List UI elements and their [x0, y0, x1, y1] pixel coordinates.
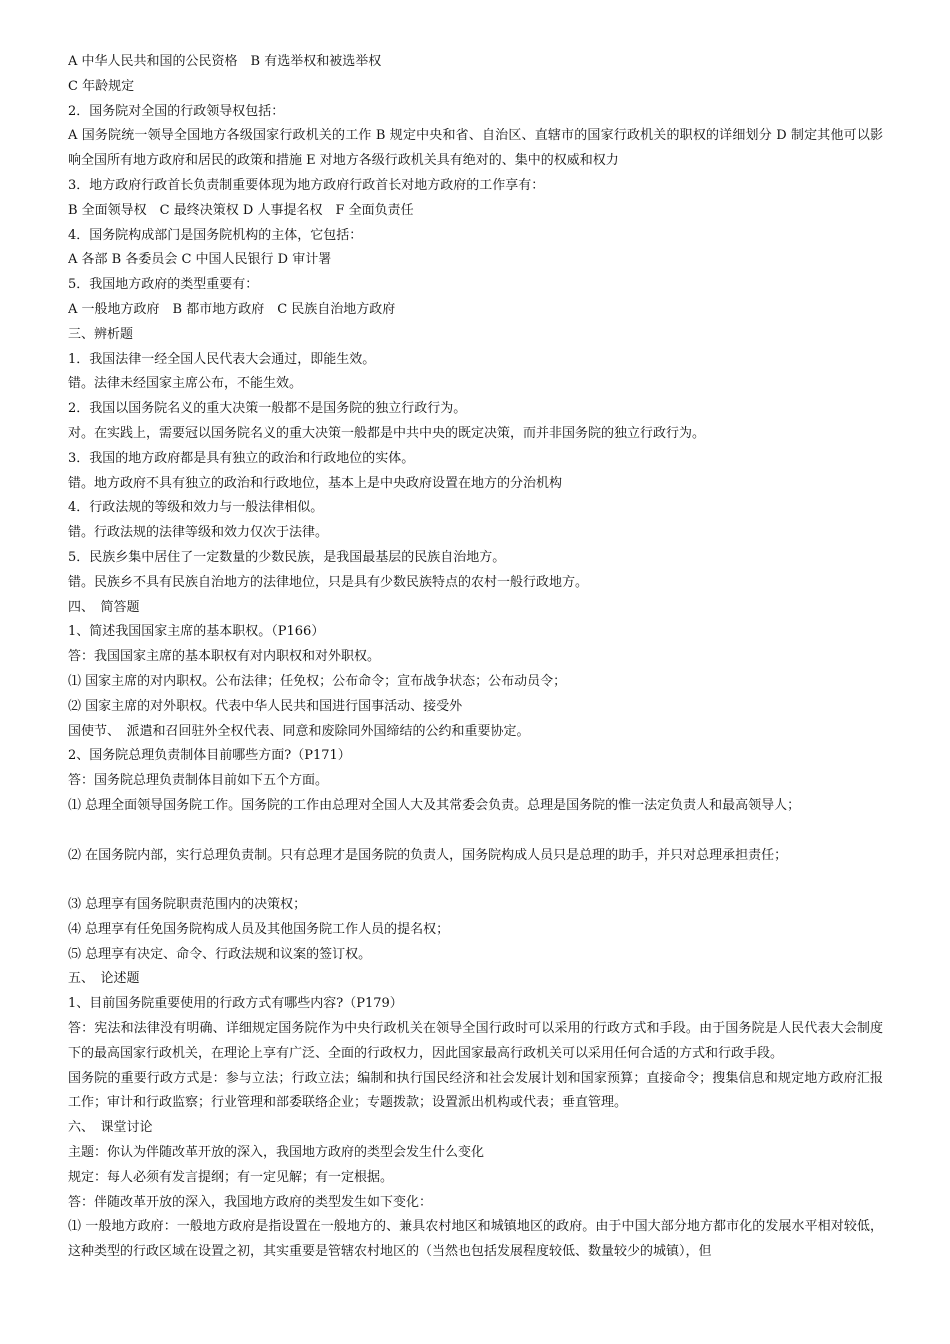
section-heading: 四、 简答题 — [68, 599, 140, 615]
question-line: 2、国务院总理负责制体目前哪些方面?（P171） — [68, 748, 351, 764]
text-line: 主题：你认为伴随改革开放的深入，我国地方政府的类型会发生什么变化 — [68, 1145, 485, 1161]
answer-line: 答：我国国家主席的基本职权有对内职权和对外职权。 — [68, 649, 381, 665]
text-paragraph: 国务院的重要行政方式是：参与立法；行政立法；编制和执行国民经济和社会发展计划和国家预算；直接命令；搜集信息和规定地方政府汇报工作；审计和行政监察；行业管理和部委联络企业；专题拨款；设置派出机构或代表；垂直管理。 — [68, 1070, 883, 1111]
answer-line: 错。法律未经国家主席公布，不能生效。 — [68, 376, 303, 392]
answer-line: 对。在实践上，需要冠以国务院名义的重大决策一般都是中共中央的既定决策，而并非国务院的独立行政行为。 — [68, 425, 706, 441]
text-line: A 一般地方政府 B 都市地方政府 C 民族自治地方政府 — [68, 301, 396, 317]
text-line: 规定：每人必须有发言提纲；有一定见解；有一定根据。 — [68, 1169, 394, 1185]
document-page — [68, 50, 883, 1265]
text-paragraph: ⑴ 一般地方政府：一般地方政府是指设置在一般地方的、兼具农村地区和城镇地区的政府。由于中国大部分地方都市化的发展水平相对较低，这种类型的行政区域在设置之初，其实重要是管辖农村地区的（当然也包括发展程度较低、数量较少的城镇），但 — [68, 1219, 883, 1260]
answer-line: 答：国务院总理负责制体目前如下五个方面。 — [68, 773, 329, 789]
text-line: 4．国务院构成部门是国务院机构的主体，它包括： — [68, 227, 363, 243]
text-line: A 中华人民共和国的公民资格 B 有选举权和被选举权 — [68, 54, 382, 69]
text-line: ⑴ 国家主席的对内职权。公布法律；任免权；公布命令；宣布战争状态；公布动员令； — [68, 673, 567, 689]
text-line: C 年龄规定 — [68, 78, 135, 94]
text-line: A 各部 B 各委员会 C 中国人民银行 D 审计署 — [68, 252, 332, 268]
question-line: 1、简述我国国家主席的基本职权。（P166） — [68, 624, 325, 640]
text-line: ⑵ 在国务院内部，实行总理负责制。只有总理才是国务院的负责人，国务院构成人员只是总理的助手，并只对总理承担责任； — [68, 847, 788, 863]
answer-line: 错。行政法规的法律等级和效力仅次于法律。 — [68, 525, 329, 541]
text-line: 2．国务院对全国的行政领导权包括： — [68, 103, 285, 119]
question-line: 1、目前国务院重要使用的行政方式有哪些内容?（P179） — [68, 996, 403, 1012]
question-line: 3．我国的地方政府都是具有独立的政治和行政地位的实体。 — [68, 450, 415, 466]
text-line: ⑸ 总理享有决定、命令、行政法规和议案的签订权。 — [68, 946, 372, 962]
text-line: B 全面领导权 C 最终决策权 D 人事提名权 F 全面负责任 — [68, 202, 414, 218]
answer-line: 错。民族乡不具有民族自治地方的法律地位，只是具有少数民族特点的农村一般行政地方。 — [68, 574, 589, 590]
section-heading: 三、辨析题 — [68, 326, 134, 342]
text-line: 5．我国地方政府的类型重要有： — [68, 277, 259, 293]
question-line: 2．我国以国务院名义的重大决策一般都不是国务院的独立行政行为。 — [68, 401, 467, 417]
answer-paragraph: 答：宪法和法律没有明确、详细规定国务院作为中央行政机关在领导全国行政时可以采用的行政方式和手段。由于国务院是人民代表大会制度下的最高国家行政机关，在理论上享有广泛、全面的行政权力，因此国家最高行政机关可以采用任何合适的方式和行政手段。 — [68, 1021, 883, 1061]
section-heading: 六、 课堂讨论 — [68, 1120, 153, 1136]
text-line: ⑴ 总理全面领导国务院工作。国务院的工作由总理对全国人大及其常委会负责。总理是国务院的惟一法定负责人和最高领导人； — [68, 797, 801, 813]
blank-line — [68, 868, 883, 893]
question-line: 1．我国法律一经全国人民代表大会通过，即能生效。 — [68, 351, 376, 367]
text-line: ⑶ 总理享有国务院职责范围内的决策权； — [68, 897, 307, 913]
answer-line: 答：伴随改革开放的深入，我国地方政府的类型发生如下变化： — [68, 1194, 433, 1210]
section-heading: 五、 论述题 — [68, 971, 140, 987]
question-line: 4．行政法规的等级和效力与一般法律相似。 — [68, 500, 324, 516]
text-paragraph: A 国务院统一领导全国地方各级国家行政机关的工作 B 规定中央和省、自治区、直辖市的国家行政机关的职权的详细划分 D 制定其他可以影响全国所有地方政府和居民的政策和措施 E 对地方各级行政机关具有绝对的、集中的权威和权力 — [68, 128, 883, 169]
question-line: 5．民族乡集中居住了一定数量的少数民族，是我国最基层的民族自治地方。 — [68, 549, 506, 565]
text-line: ⑷ 总理享有任免国务院构成人员及其他国务院工作人员的提名权； — [68, 921, 450, 937]
text-line: ⑵ 国家主席的对外职权。代表中华人民共和国进行国事活动、接受外 — [68, 698, 463, 714]
blank-line — [68, 819, 883, 844]
answer-line: 错。地方政府不具有独立的政治和行政地位，基本上是中央政府设置在地方的分治机构 — [68, 475, 563, 491]
text-line: 3．地方政府行政首长负责制重要体现为地方政府行政首长对地方政府的工作享有： — [68, 177, 545, 193]
text-line: 国使节、 派遣和召回驻外全权代表、同意和废除同外国缔结的公约和重要协定。 — [68, 723, 530, 739]
